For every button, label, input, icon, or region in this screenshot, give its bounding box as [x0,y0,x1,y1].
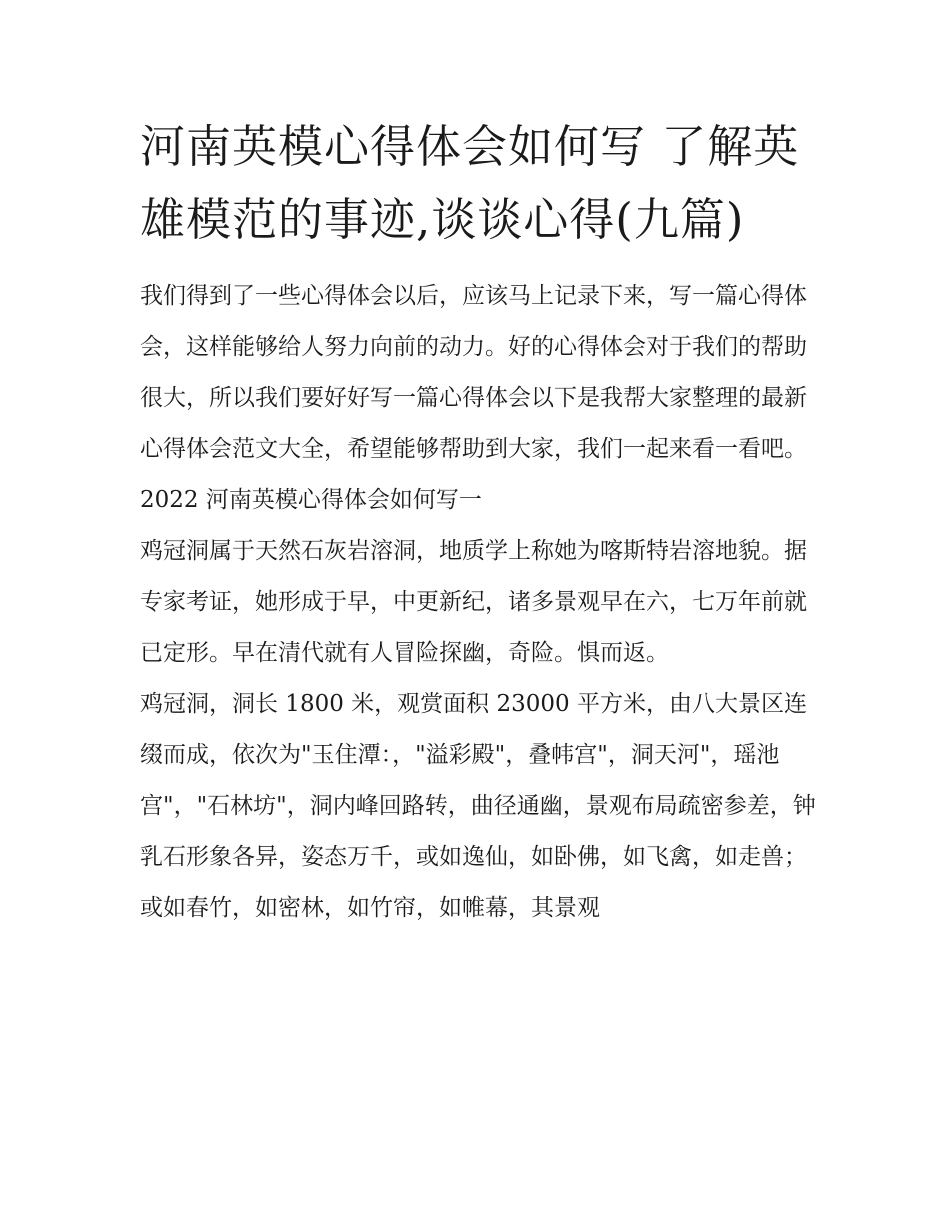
body-paragraph-2: 鸡冠洞，洞长 1800 米，观赏面积 23000 平方米，由八大景区连缀而成，依次为"玉住潭：，"溢彩殿"，叠帏宫"，洞天河"，瑶池宫"，"石林坊"，洞内峰回路转，曲径通幽，景观布局疏密参差，钟乳石形象各异，姿态万千，或如逸仙，如卧佛，如飞禽，如走兽；或如春竹，如密林，如竹帘，如帷幕，其景观 [140,691,816,921]
section-heading: 2022 河南英模心得体会如何写一 [140,487,482,513]
document-title: 河南英模心得体会如何写 了解英雄模范的事迹,谈谈心得(九篇) [140,120,800,246]
intro-paragraph: 我们得到了一些心得体会以后，应该马上记录下来，写一篇心得体会，这样能够给人努力向前的动力。好的心得体会对于我们的帮助很大，所以我们要好好写一篇心得体会以下是我帮大家整理的最新心得体会范文大全，希望能够帮助到大家，我们一起来看一看吧。 [140,283,807,462]
document-body [140,110,820,934]
body-paragraph-1: 鸡冠洞属于天然石灰岩溶洞，地质学上称她为喀斯特岩溶地貌。据专家考证，她形成于早，中更新纪，诸多景观早在六，七万年前就已定形。早在清代就有人冒险探幽，奇险。惧而返。 [140,538,807,666]
